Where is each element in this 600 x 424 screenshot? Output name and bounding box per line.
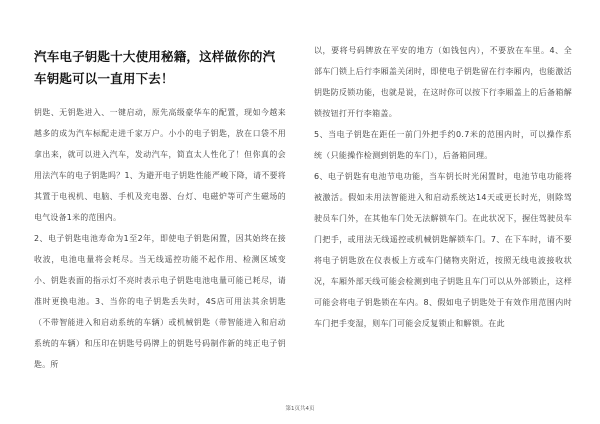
- left-paragraph-1: 钥匙、无钥匙进入、一键启动，原先高级豪华车的配置，现如今越来越多的成为汽车标配走进千家万户。小小的电子钥匙，放在口袋不用拿出来，就可以进入汽车，发动汽车，简直太人性化了！但你真的会用法汽车的电子钥匙吗？1、为避开电子钥匙性能严峻下降，请不要将其置于电视机、电脑、手机及充电器、台灯、电磁炉等可产生磁场的电气设备1米的范围内。: [34, 108, 286, 222]
- left-paragraph-2: 2、电子钥匙电池寿命为1至2年，即使电子钥匙闲置，因其始终在接收波，电池电量将会耗尽。当无线遥控功能不起作用、检测区域变小、钥匙表面的指示灯不亮时表示电子钥匙电池电量可能已耗尽，请准时更换电池。3、当你的电子钥匙丢失时，4S店可用法其余钥匙（不带智能进入和启动系统的车辆）或机械钥匙（带智能进入和启动系统的车辆）和压印在钥匙号码牌上的钥匙号码制作新的纯正电子钥匙。所: [34, 234, 286, 369]
- page-footer: 第1页共4页: [285, 406, 315, 412]
- page-title: 汽车电子钥匙十大使用秘籍，这样做你的汽车钥匙可以一直用下去！: [34, 49, 276, 86]
- right-column: [314, 40, 572, 334]
- right-paragraph-1: 以，要将号码牌放在平安的地方（如钱包内），不要放在车里。4、全部车门锁上后行李厢盖关闭时，即使电子钥匙留在行李厢内，也能激活钥匙防反锁功能，也就是说，在这时你可以按下行李厢盖上的后备箱解锁按钮打开行李箱盖。: [314, 46, 572, 118]
- right-paragraph-3: 6、电子钥匙有电池节电功能，当车钥长时光闲置时，电池节电功能将被激活。假如未用法智能进入和启动系统达14天或更长时光，则除驾驶员车门外，在其他车门处无法解锁车门。在此状况下，握住驾驶员车门把手，或用法无线遥控或机械钥匙解锁车门。7、在下车时，请不要将电子钥匙放在仪表板上方或车门储物夹附近，按照无线电波接收状况，车厢外部天线可能会检测到电子钥匙且车门可以从外部锁止，这样可能会将电子钥匙锁在车内。8、假如电子钥匙处于有效作用范围内时车门把手变湿，则车门可能会反复锁止和解锁。在此: [314, 172, 572, 328]
- right-paragraph-2: 5、当电子钥匙在距任一前门外把手约0.7米的范围内时，可以操作系统（只能操作检测到钥匙的车门），后备箱同理。: [314, 130, 572, 160]
- left-column: [34, 46, 286, 375]
